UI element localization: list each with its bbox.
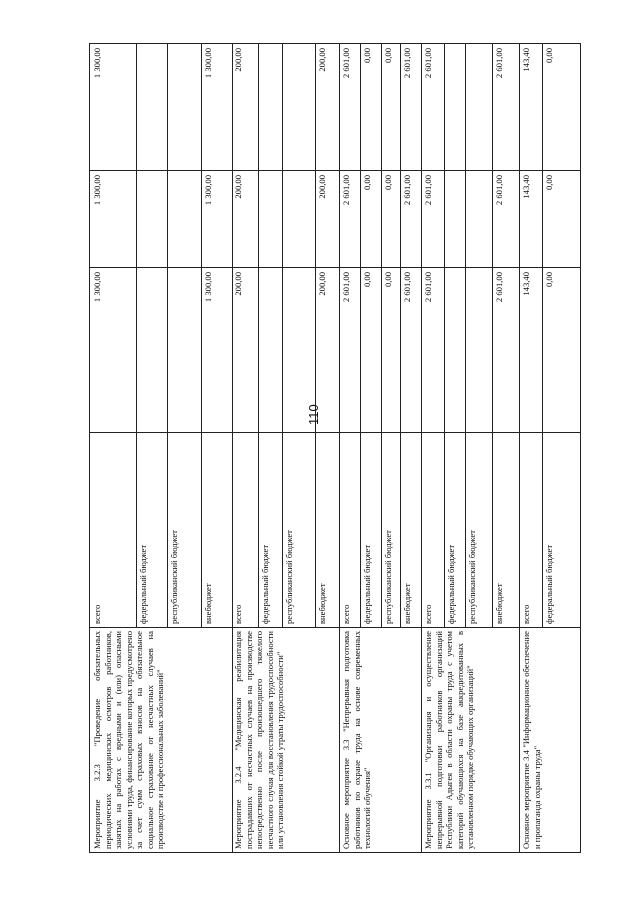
amount-cell-2 — [167, 170, 201, 267]
table-row — [421, 43, 520, 853]
page-number: 110 — [306, 404, 321, 425]
funding-line — [315, 43, 339, 627]
amount-cell-1: 2 601,00 — [400, 267, 421, 432]
funding-line — [231, 43, 259, 627]
funding-line — [381, 43, 401, 627]
amount-cell-2: 143,40 — [519, 170, 542, 267]
funding-line — [360, 43, 382, 627]
amount-cell-3 — [258, 43, 282, 170]
amount-cell-1: 200,00 — [231, 267, 258, 432]
funding-source-cell: федеральный бюджет — [542, 432, 580, 627]
amount-cell-3: 0,00 — [381, 43, 400, 170]
funding-line — [519, 43, 543, 627]
amount-cell-2: 2 601,00 — [492, 170, 519, 267]
amount-cell-1: 2 601,00 — [421, 267, 444, 432]
amount-cell-1: 2 601,00 — [492, 267, 519, 432]
funding-line — [492, 43, 519, 627]
amount-cell-2: 2 601,00 — [339, 170, 360, 267]
amount-cell-1: 143,40 — [519, 267, 542, 432]
funding-source-cell: всего — [519, 432, 542, 627]
amount-cell-1 — [258, 267, 282, 432]
amount-cell-1 — [465, 267, 492, 432]
funding-line — [90, 43, 137, 627]
amount-cell-3: 0,00 — [542, 43, 580, 170]
amount-cell-3 — [465, 43, 492, 170]
funding-source-cell: федеральный бюджет — [360, 432, 381, 627]
amount-cell-1: 2 601,00 — [339, 267, 360, 432]
amount-cell-3: 2 601,00 — [492, 43, 519, 170]
funding-source-cell: республиканский бюджет — [465, 432, 492, 627]
funding-source-cell: федеральный бюджет — [258, 432, 282, 627]
amount-cell-3: 2 601,00 — [400, 43, 421, 170]
funding-source-cell: федеральный бюджет — [136, 432, 167, 627]
amount-cell-3: 2 601,00 — [421, 43, 444, 170]
funding-source-cell: всего — [421, 432, 444, 627]
funding-line — [167, 43, 202, 627]
amount-cell-3: 1 300,00 — [201, 43, 232, 170]
funding-line — [400, 43, 421, 627]
amount-cell-3: 143,40 — [519, 43, 542, 170]
amount-cell-2: 200,00 — [315, 170, 339, 267]
funding-line — [465, 43, 493, 627]
funding-source-cell: федеральный бюджет — [444, 432, 465, 627]
amount-cell-1: 1 300,00 — [201, 267, 232, 432]
funding-source-cell: всего — [339, 432, 360, 627]
amount-cell-2 — [282, 170, 315, 267]
amount-cell-1: 200,00 — [315, 267, 339, 432]
measure-name-cell: Мероприятие 3.2.3 "Проведение обязательных периодических медицинских осмотров работников, занятых на работах с вредными и (или) опасными условиями труда, финансирование которых предусмотрено за счет сумм страховых взносов на обязательное социальное страхование от несчастных случаев на производстве и профессиональных заболеваний" — [90, 627, 232, 853]
funding-source-cell: внебюджет — [201, 432, 232, 627]
funding-source-cell: внебюджет — [492, 432, 519, 627]
amount-cell-2: 2 601,00 — [400, 170, 421, 267]
amount-cell-3 — [444, 43, 465, 170]
measure-name-cell: Мероприятие 3.2.4 "Медицинская реабилитация пострадавших от несчастных случаев на производстве непосредственно после произошедшего тяжелого несчастного случая для восстановления трудоспособности или установления стойкой утраты трудоспособности" — [231, 627, 339, 853]
amount-cell-3: 0,00 — [360, 43, 381, 170]
funding-line — [258, 43, 283, 627]
amount-cell-2: 200,00 — [231, 170, 258, 267]
amount-cell-3 — [136, 43, 167, 170]
amount-cell-2: 0,00 — [542, 170, 580, 267]
amount-cell-1 — [167, 267, 201, 432]
funding-line — [201, 43, 232, 627]
amount-cell-3: 2 601,00 — [339, 43, 360, 170]
amount-cell-3: 200,00 — [315, 43, 339, 170]
amount-cell-2 — [444, 170, 465, 267]
table-row — [231, 43, 340, 853]
document-frame — [89, 43, 580, 853]
funding-source-cell: внебюджет — [400, 432, 421, 627]
amount-cell-1 — [282, 267, 315, 432]
funding-source-cell: республиканский бюджет — [381, 432, 400, 627]
table-row — [519, 43, 581, 853]
funding-line — [444, 43, 466, 627]
funding-line — [421, 43, 445, 627]
amount-cell-1: 0,00 — [542, 267, 580, 432]
funding-source-cell: республиканский бюджет — [167, 432, 201, 627]
amount-cell-2: 0,00 — [381, 170, 400, 267]
funding-line — [282, 43, 316, 627]
measure-name-cell: Основное мероприятие 3.4 "Информационное обеспечение и пропаганда охраны труда" — [519, 627, 580, 853]
amount-cell-1: 0,00 — [360, 267, 381, 432]
funding-source-cell: республиканский бюджет — [282, 432, 315, 627]
funding-source-cell: всего — [90, 432, 136, 627]
amount-cell-2 — [258, 170, 282, 267]
funding-source-cell: внебюджет — [315, 432, 339, 627]
amount-cell-3 — [282, 43, 315, 170]
amount-cell-3: 200,00 — [231, 43, 258, 170]
amount-cell-1 — [136, 267, 167, 432]
amount-cell-1 — [444, 267, 465, 432]
funding-source-cell: всего — [231, 432, 258, 627]
amount-cell-2 — [136, 170, 167, 267]
funding-line — [136, 43, 168, 627]
table-row — [339, 43, 422, 853]
amount-cell-3: 1 300,00 — [90, 43, 136, 170]
amount-cell-2: 1 300,00 — [90, 170, 136, 267]
measure-name-cell: Основное мероприятие 3.3 "Непрерывная подготовка работников по охране труда на основе современных технологий обучения" — [339, 627, 421, 853]
amount-cell-2 — [465, 170, 492, 267]
amount-cell-2: 0,00 — [360, 170, 381, 267]
measure-name-cell: Мероприятие 3.3.1 "Организация и осуществление непрерывной подготовки работников организаций Республики Адыгея в области охраны труда с учетом категорий обучающихся на базе аккредитованных в установленном порядке обучающих организаций" — [421, 627, 519, 853]
funding-line — [542, 43, 580, 627]
amount-cell-1: 1 300,00 — [90, 267, 136, 432]
amount-cell-2: 2 601,00 — [421, 170, 444, 267]
funding-line — [339, 43, 361, 627]
budget-table — [89, 43, 580, 853]
amount-cell-1: 0,00 — [381, 267, 400, 432]
amount-cell-3 — [167, 43, 201, 170]
amount-cell-2: 1 300,00 — [201, 170, 232, 267]
table-row — [89, 43, 233, 853]
